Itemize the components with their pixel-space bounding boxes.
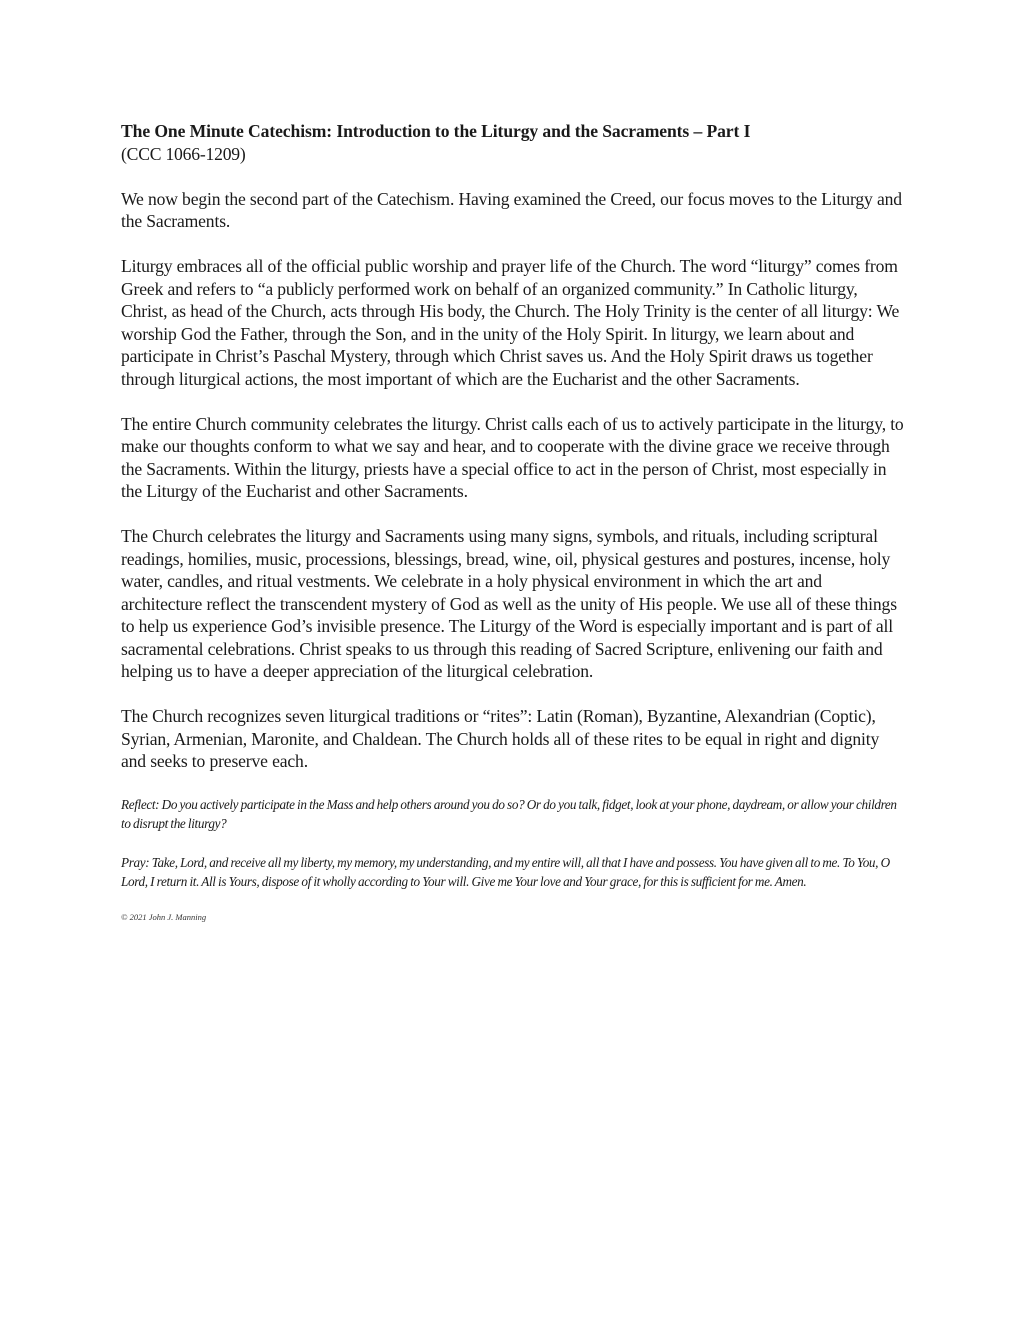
- paragraph-liturgy-definition: Liturgy embraces all of the official public worship and prayer life of the Church. The word “liturgy” comes from Greek and refers to “a publicly performed work on behalf of an organized community.” In Catholic liturgy, Christ, as head of the Church, acts through His body, the Church. The Holy Trinity is the center of all liturgy: We worship God the Father, through the Son, and in the unity of the Holy Spirit. In liturgy, we learn about and participate in Christ’s Paschal Mystery, through which Christ saves us. And the Holy Spirit draws us together through liturgical actions, the most important of which are the Eucharist and the other Sacraments.: [121, 256, 900, 389]
- document-title: The One Minute Catechism: Introduction to the Liturgy and the Sacraments – Part I: [121, 121, 751, 141]
- copyright-notice: © 2021 John J. Manning: [121, 912, 207, 922]
- paragraph-liturgical-rites: The Church recognizes seven liturgical traditions or “rites”: Latin (Roman), Byzantine, Alexandrian (Coptic), Syrian, Armenian, Maronite, and Chaldean. The Church holds all of these rites to be equal in right and dignity and seeks to preserve each.: [121, 706, 880, 771]
- reflect-prompt: Reflect: Do you actively participate in the Mass and help others around you do so? Or do you talk, fidget, look at your phone, daydream, or allow your children to disrupt the liturgy?: [121, 797, 897, 831]
- paragraph-community-participation: The entire Church community celebrates the liturgy. Christ calls each of us to actively participate in the liturgy, to make our thoughts conform to what we say and hear, and to cooperate with the divine grace we receive through the Sacraments. Within the liturgy, priests have a special office to act in the person of Christ, most especially in the Liturgy of the Eucharist and other Sacraments.: [121, 413, 904, 501]
- paragraph-introduction: We now begin the second part of the Catechism. Having examined the Creed, our focus moves to the Liturgy and the Sacraments.: [121, 188, 902, 231]
- paragraph-signs-and-symbols: The Church celebrates the liturgy and Sacraments using many signs, symbols, and rituals, including scriptural readings, homilies, music, processions, blessings, bread, wine, oil, physical gestures and postures, incense, holy water, candles, and ritual vestments. We celebrate in a holy physical environment in which the art and architecture reflect the transcendent mystery of God as well as the unity of His people. We use all of these things to help us experience God’s invisible presence. The Liturgy of the Word is especially important and is part of all sacramental celebrations. Christ speaks to us through this reading of Sacred Scripture, enlivening our faith and helping us to have a deeper appreciation of the liturgical celebration.: [121, 526, 897, 681]
- document-page: [121, 120, 906, 923]
- prayer-text: Pray: Take, Lord, and receive all my liberty, my memory, my understanding, and my entire will, all that I have and possess. You have given all to me. To You, O Lord, I return it. All is Yours, dispose of it wholly according to Your will. Give me Your love and Your grace, for this is sufficient for me. Amen.: [121, 855, 890, 889]
- catechism-reference: (CCC 1066-1209): [121, 143, 246, 164]
